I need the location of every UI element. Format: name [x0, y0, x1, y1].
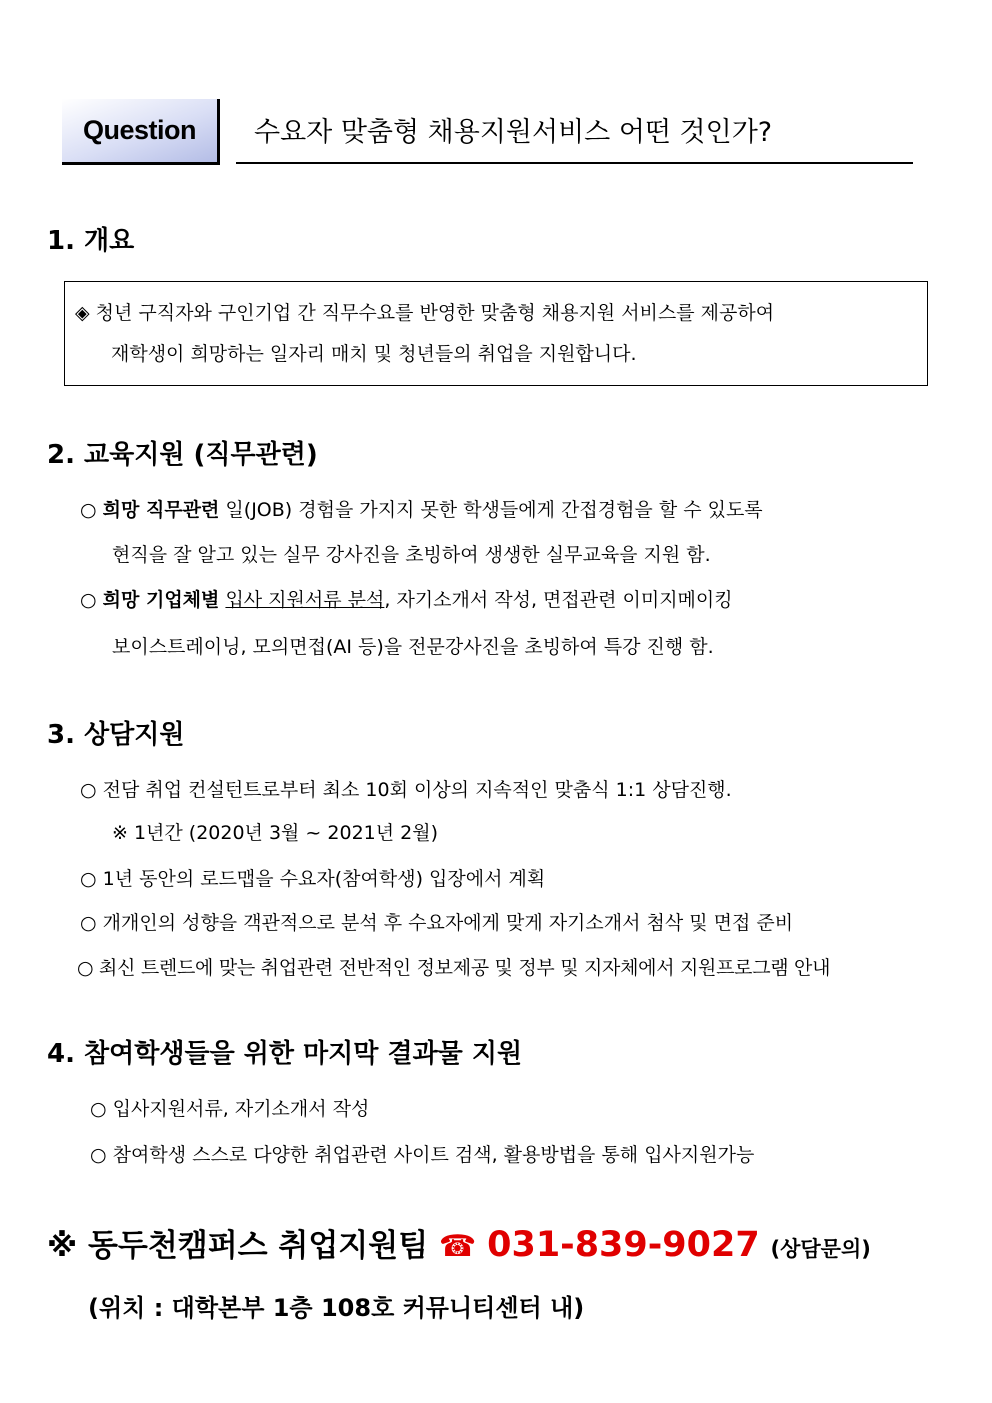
section-3-heading: 3. 상담지원 — [47, 720, 185, 750]
education-item-1-bold: 희망 직무관련 — [102, 499, 220, 521]
question-label-box — [62, 99, 220, 165]
overview-line-1 — [75, 300, 774, 326]
circle-bullet-icon: ○ — [80, 499, 97, 521]
counseling-item-2 — [80, 866, 545, 892]
circle-bullet-icon: ○ — [80, 779, 97, 801]
circle-bullet-icon: ○ — [80, 868, 97, 890]
page-title: 수요자 맞춤형 채용지원서비스 어떤 것인가? — [236, 104, 913, 164]
circle-bullet-icon: ○ — [80, 912, 97, 934]
section-2-heading: 2. 교육지원 (직무관련) — [47, 440, 318, 470]
counseling-item-2-text: 1년 동안의 로드맵을 수요자(참여학생) 입장에서 계획 — [102, 868, 546, 890]
counseling-item-4-text: 최신 트렌드에 맞는 취업관련 전반적인 정보제공 및 정부 및 지자체에서 지원프로그램 안내 — [99, 957, 831, 979]
circle-bullet-icon: ○ — [80, 589, 97, 611]
result-item-1 — [90, 1096, 369, 1122]
result-item-2-text: 참여학생 스스로 다양한 취업관련 사이트 검색, 활용방법을 통해 입사지원가능 — [112, 1144, 755, 1166]
counseling-item-4 — [77, 955, 830, 981]
education-item-2-text: , 자기소개서 작성, 면접관련 이미지메이킹 — [384, 589, 733, 611]
overview-box — [64, 281, 928, 386]
phone-icon: ☎ — [438, 1229, 477, 1264]
phone-number: 031-839-9027 — [487, 1225, 760, 1265]
education-item-1 — [80, 497, 763, 523]
result-item-1-text: 입사지원서류, 자기소개서 작성 — [112, 1098, 370, 1120]
education-item-2-bold: 희망 기업체별 — [102, 589, 220, 611]
education-item-2-underlined: 입사 지원서류 분석 — [225, 589, 385, 611]
education-item-1-text: 일(JOB) 경험을 가지지 못한 학생들에게 간접경험을 할 수 있도록 — [219, 499, 763, 521]
overview-line-2: 재학생이 희망하는 일자리 매치 및 청년들의 취업을 지원합니다. — [111, 343, 637, 365]
reference-mark: ※ — [47, 1228, 78, 1264]
circle-bullet-icon: ○ — [90, 1098, 107, 1120]
circle-bullet-icon: ○ — [77, 957, 94, 979]
education-item-1-line-2: 현직을 잘 알고 있는 실무 강사진을 초빙하여 생생한 실무교육을 지원 함. — [112, 544, 711, 566]
counseling-item-1-text: 전담 취업 컨설턴트로부터 최소 10회 이상의 지속적인 맞춤식 1:1 상담진행. — [102, 779, 732, 801]
result-item-2 — [90, 1142, 754, 1168]
inquiry-label: (상담문의) — [770, 1237, 871, 1261]
question-label: Question — [82, 115, 196, 145]
education-item-2-line-2: 보이스트레이닝, 모의면접(AI 등)을 전문강사진을 초빙하여 특강 진행 함. — [112, 636, 714, 658]
overview-text-1: 청년 구직자와 구인기업 간 직무수요를 반영한 맞춤형 채용지원 서비스를 제공하여 — [95, 302, 775, 324]
counseling-item-3 — [80, 910, 793, 936]
location-text: (위치 : 대학본부 1층 108호 커뮤니티센터 내) — [88, 1294, 585, 1322]
counseling-item-1 — [80, 777, 732, 803]
education-item-2 — [80, 587, 733, 613]
contact-line — [47, 1220, 871, 1274]
section-1-heading: 1. 개요 — [47, 226, 135, 256]
team-name: 동두천캠퍼스 취업지원팀 — [87, 1228, 429, 1264]
section-4-heading: 4. 참여학생들을 위한 마지막 결과물 지원 — [47, 1039, 523, 1069]
circle-bullet-icon: ○ — [90, 1144, 107, 1166]
diamond-bullet-icon: ◈ — [75, 302, 90, 324]
counseling-note: ※ 1년간 (2020년 3월 ~ 2021년 2월) — [112, 822, 438, 844]
counseling-item-3-text: 개개인의 성향을 객관적으로 분석 후 수요자에게 맞게 자기소개서 첨삭 및 면접 준비 — [102, 912, 794, 934]
